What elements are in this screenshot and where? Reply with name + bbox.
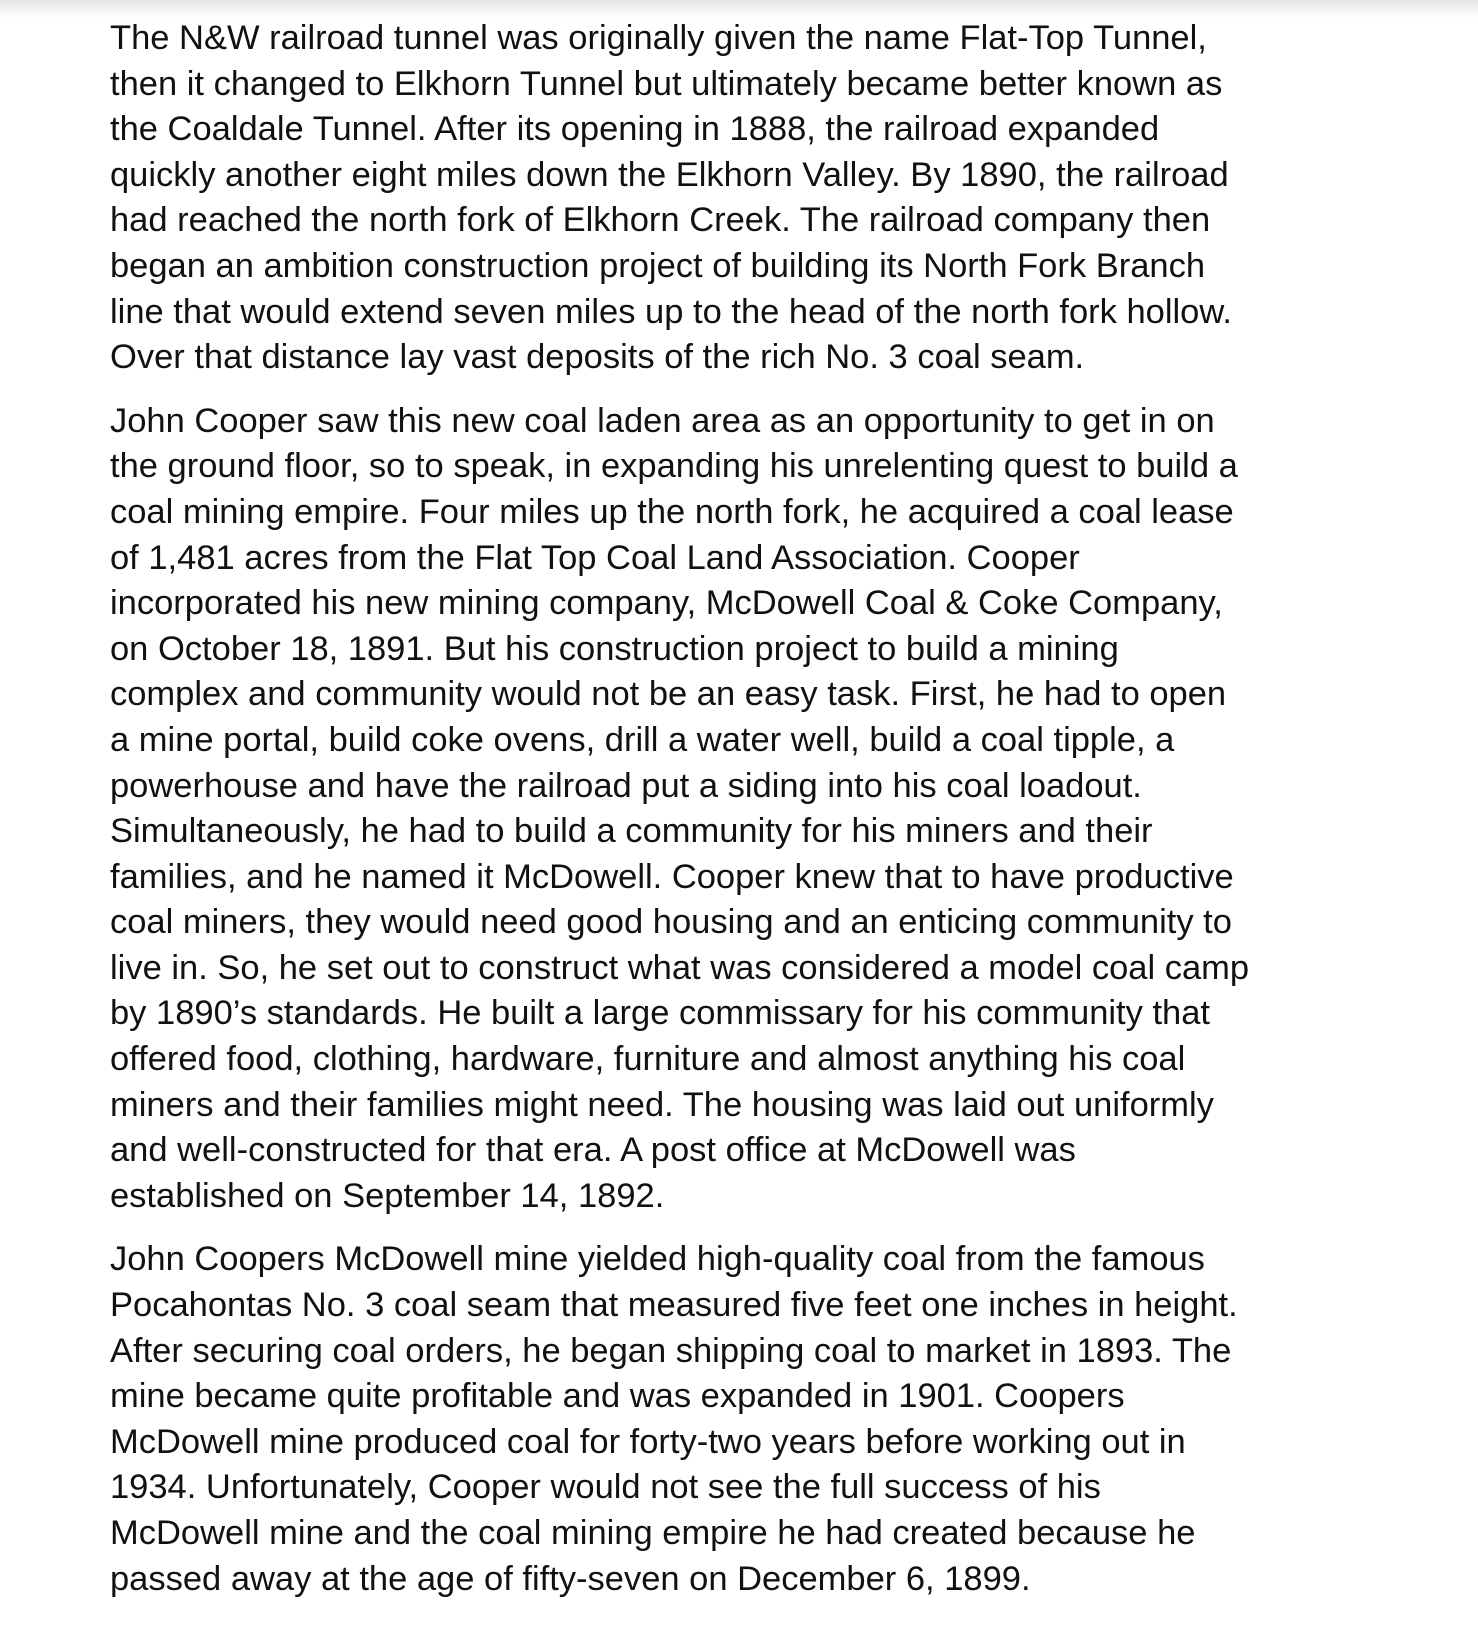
text-line: powerhouse and have the railroad put a siding into his coal loadout. <box>110 766 1142 805</box>
text-line: Pocahontas No. 3 coal seam that measured five feet one inches in height. <box>110 1286 1238 1325</box>
text-line: by 1890’s standards. He built a large commissary for his community that <box>110 994 1211 1033</box>
text-line: John Coopers McDowell mine yielded high-quality coal from the famous <box>110 1240 1205 1279</box>
text-line: 1934. Unfortunately, Cooper would not see the full success of his <box>110 1468 1101 1507</box>
text-line: of 1,481 acres from the Flat Top Coal Land Association. Cooper <box>110 538 1080 577</box>
text-line: mine became quite profitable and was expanded in 1901. Coopers <box>110 1377 1125 1416</box>
text-line: had reached the north fork of Elkhorn Creek. The railroad company then <box>110 201 1211 240</box>
text-line: live in. So, he set out to construct what was considered a model coal camp <box>110 948 1250 987</box>
text-line: on October 18, 1891. But his construction project to build a mining <box>110 629 1119 668</box>
text-line: quickly another eight miles down the Elkhorn Valley. By 1890, the railroad <box>110 155 1229 194</box>
paragraph-john-cooper-mcdowell <box>110 399 1350 1220</box>
text-line: a mine portal, build coke ovens, drill a water well, build a coal tipple, a <box>110 720 1175 759</box>
text-line: coal mining empire. Four miles up the north fork, he acquired a coal lease <box>110 492 1234 531</box>
text-line: began an ambition construction project of building its North Fork Branch <box>110 246 1206 285</box>
text-line: McDowell mine produced coal for forty-two years before working out in <box>110 1422 1186 1461</box>
paragraph-tunnel-history <box>110 16 1350 381</box>
text-line: line that would extend seven miles up to the head of the north fork hollow. <box>110 292 1232 331</box>
text-line: families, and he named it McDowell. Cooper knew that to have productive <box>110 857 1234 896</box>
paragraph-mine-production <box>110 1237 1350 1602</box>
text-line: coal miners, they would need good housing and an enticing community to <box>110 903 1232 942</box>
text-line: miners and their families might need. The housing was laid out uniformly <box>110 1085 1214 1124</box>
text-line: then it changed to Elkhorn Tunnel but ultimately became better known as <box>110 64 1223 103</box>
text-line: complex and community would not be an easy task. First, he had to open <box>110 675 1227 714</box>
document-body <box>110 16 1350 1620</box>
text-line: passed away at the age of fifty-seven on December 6, 1899. <box>110 1559 1031 1598</box>
text-line: McDowell mine and the coal mining empire he had created because he <box>110 1514 1196 1552</box>
text-line: After securing coal orders, he began shipping coal to market in 1893. The <box>110 1331 1232 1370</box>
text-line: and well-constructed for that era. A post office at McDowell was <box>110 1131 1076 1170</box>
text-line: Over that distance lay vast deposits of the rich No. 3 coal seam. <box>110 338 1085 377</box>
text-line: Simultaneously, he had to build a community for his miners and their <box>110 812 1153 851</box>
text-line: The N&W railroad tunnel was originally given the name Flat-Top Tunnel, <box>110 19 1207 57</box>
text-line: incorporated his new mining company, McDowell Coal & Coke Company, <box>110 584 1223 623</box>
text-line: offered food, clothing, hardware, furniture and almost anything his coal <box>110 1040 1186 1079</box>
text-line: the ground floor, so to speak, in expanding his unrelenting quest to build a <box>110 447 1238 486</box>
text-line: John Cooper saw this new coal laden area as an opportunity to get in on <box>110 401 1215 440</box>
text-line: established on September 14, 1892. <box>110 1176 665 1215</box>
text-line: the Coaldale Tunnel. After its opening in 1888, the railroad expanded <box>110 110 1160 149</box>
